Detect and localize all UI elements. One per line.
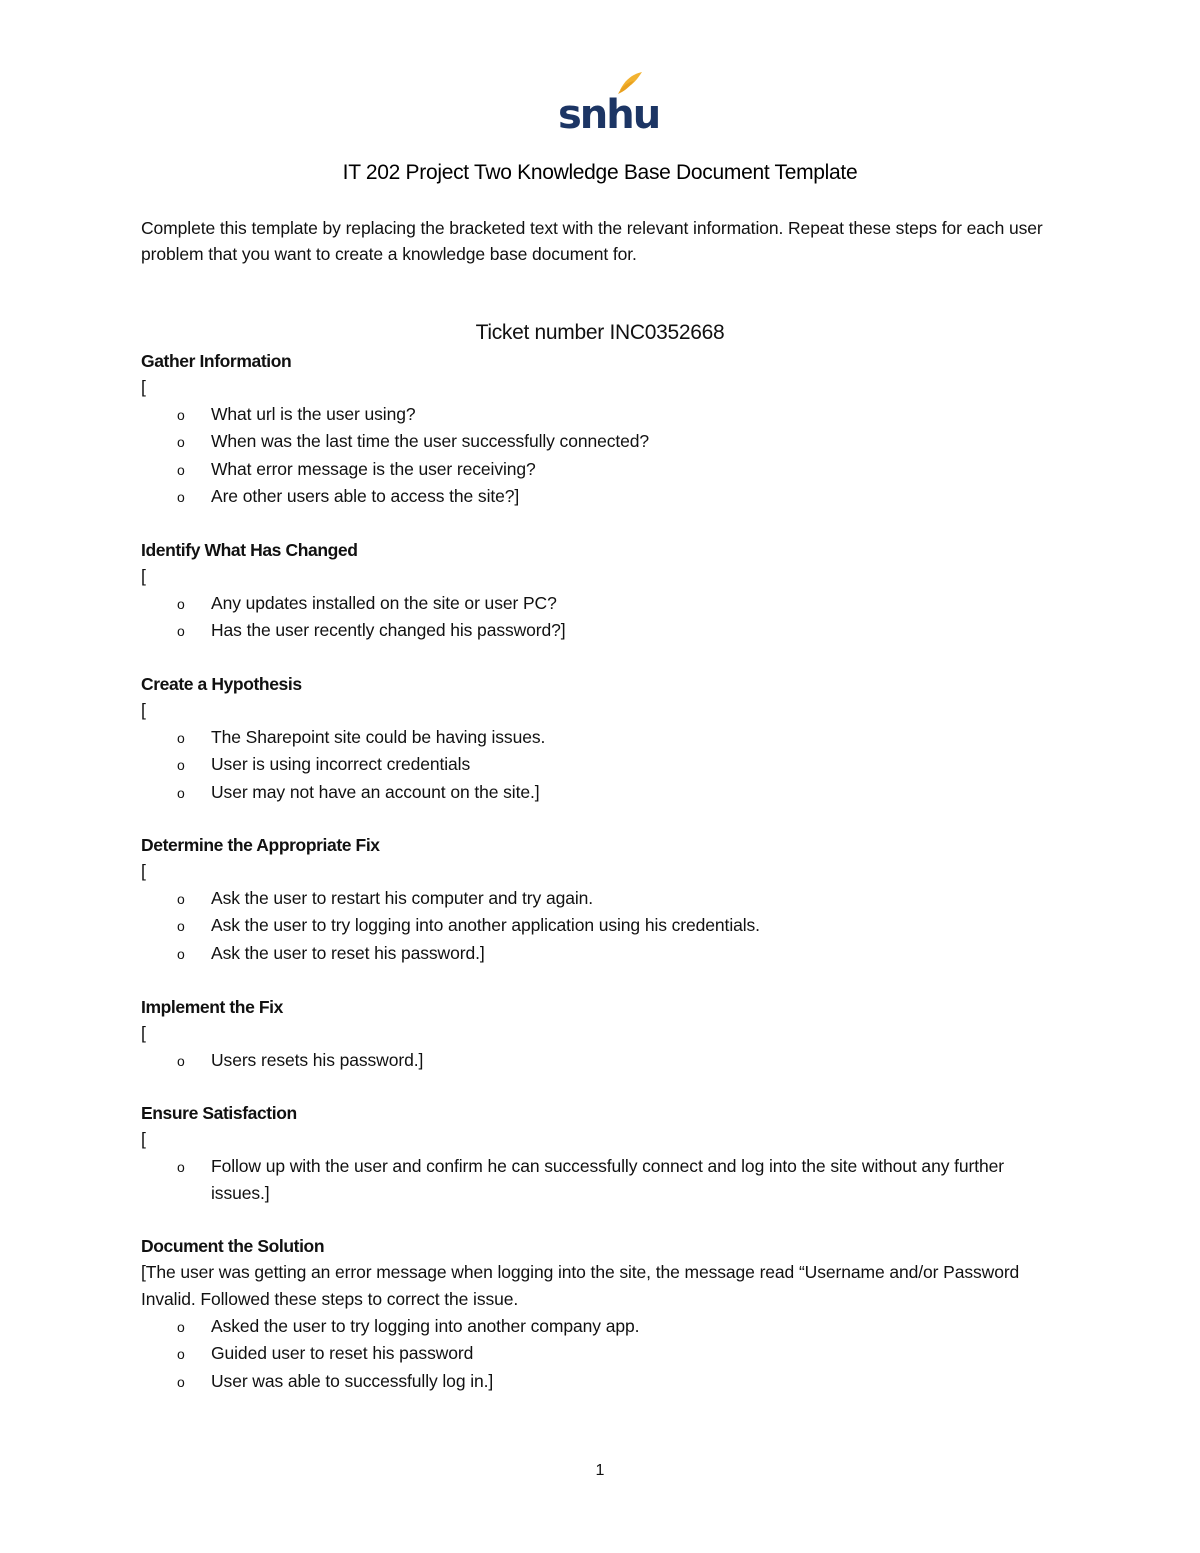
open-bracket: [	[141, 1023, 146, 1043]
bullet: o	[177, 1373, 185, 1390]
item-list	[141, 1153, 1061, 1208]
open-bracket: [	[141, 861, 146, 881]
list-item: o The Sharepoint site could be having issues.	[141, 724, 1061, 751]
list-item: o Are other users able to access the site?]	[141, 483, 1061, 510]
section-heading: Determine the Appropriate Fix	[141, 835, 380, 855]
section-determine-the-appropriate-fix	[141, 832, 1061, 967]
section-create-a-hypothesis	[141, 671, 1061, 806]
list-item: o What error message is the user receiving?	[141, 456, 1061, 483]
bullet: o	[177, 407, 185, 423]
list-item: o Users resets his password.]	[141, 1047, 1061, 1074]
open-bracket: [	[141, 700, 146, 720]
open-bracket: [	[141, 566, 146, 586]
list-item: o When was the last time the user successfully connected?	[141, 428, 1061, 455]
list-item: o Ask the user to try logging into another application using his credentials.	[141, 912, 1061, 939]
item-list	[141, 1047, 1061, 1074]
bullet: o	[177, 891, 185, 907]
section-identify-what-has-changed	[141, 537, 1061, 645]
page-number: 1	[595, 1462, 605, 1479]
list-item: o What url is the user using?	[141, 401, 1061, 428]
list-item: o Follow up with the user and confirm he can successfully connect and log into the site without any further issues.]	[141, 1153, 1061, 1208]
list-item: o Asked the user to try logging into another company app.	[141, 1313, 1061, 1340]
section-heading: Ensure Satisfaction	[141, 1103, 297, 1123]
bullet: o	[177, 1319, 185, 1335]
list-item: o Ask the user to restart his computer and try again.	[141, 885, 1061, 912]
bullet: o	[177, 434, 185, 451]
section-heading: Identify What Has Changed	[141, 540, 358, 560]
bullet: o	[177, 623, 185, 640]
item-list	[141, 590, 1061, 645]
bullet: o	[177, 945, 185, 962]
section-heading: Document the Solution	[141, 1236, 325, 1256]
section-gather-information	[141, 348, 1061, 511]
bullet: o	[177, 1346, 185, 1363]
section-heading: Gather Information	[141, 351, 292, 371]
bullet: o	[177, 489, 185, 506]
list-item: o Ask the user to reset his password.]	[141, 940, 1061, 967]
bullet: o	[177, 730, 185, 746]
open-bracket: [	[141, 1129, 146, 1149]
intro-paragraph: Complete this template by replacing the bracketed text with the relevant information. Repeat these steps for each user problem that you want to create a knowledge base document for.	[141, 218, 1043, 264]
list-item: o User may not have an account on the site.]	[141, 779, 1061, 806]
solution-paragraph: [The user was getting an error message when logging into the site, the message read “Username and/or Password Invalid. Followed these steps to correct the issue.	[141, 1262, 1020, 1309]
item-list	[141, 401, 1061, 511]
bullet: o	[177, 461, 185, 478]
section-heading: Implement the Fix	[141, 997, 283, 1017]
bullet: o	[177, 784, 185, 801]
bullet: o	[177, 757, 185, 774]
section-document-the-solution	[141, 1233, 1061, 1395]
section-ensure-satisfaction	[141, 1100, 1061, 1208]
bullet: o	[177, 1159, 185, 1175]
list-item: o User is using incorrect credentials	[141, 751, 1061, 778]
bullet: o	[177, 918, 185, 935]
section-implement-the-fix	[141, 994, 1061, 1074]
section-heading: Create a Hypothesis	[141, 674, 302, 694]
document-title: IT 202 Project Two Knowledge Base Document Template	[342, 161, 858, 184]
item-list	[141, 1313, 1061, 1395]
svg-text:snhu: snhu	[558, 92, 660, 138]
bullet: o	[177, 1053, 185, 1069]
item-list	[141, 724, 1061, 806]
ticket-number: Ticket number INC0352668	[475, 321, 725, 344]
item-list	[141, 885, 1061, 967]
list-item: o Has the user recently changed his password?]	[141, 617, 1061, 644]
list-item: o Any updates installed on the site or user PC?	[141, 590, 1061, 617]
bullet: o	[177, 596, 185, 612]
open-bracket: [	[141, 377, 146, 397]
list-item: o User was able to successfully log in.]	[141, 1368, 1061, 1395]
list-item: o Guided user to reset his password	[141, 1340, 1061, 1367]
snhu-logo	[556, 72, 660, 138]
